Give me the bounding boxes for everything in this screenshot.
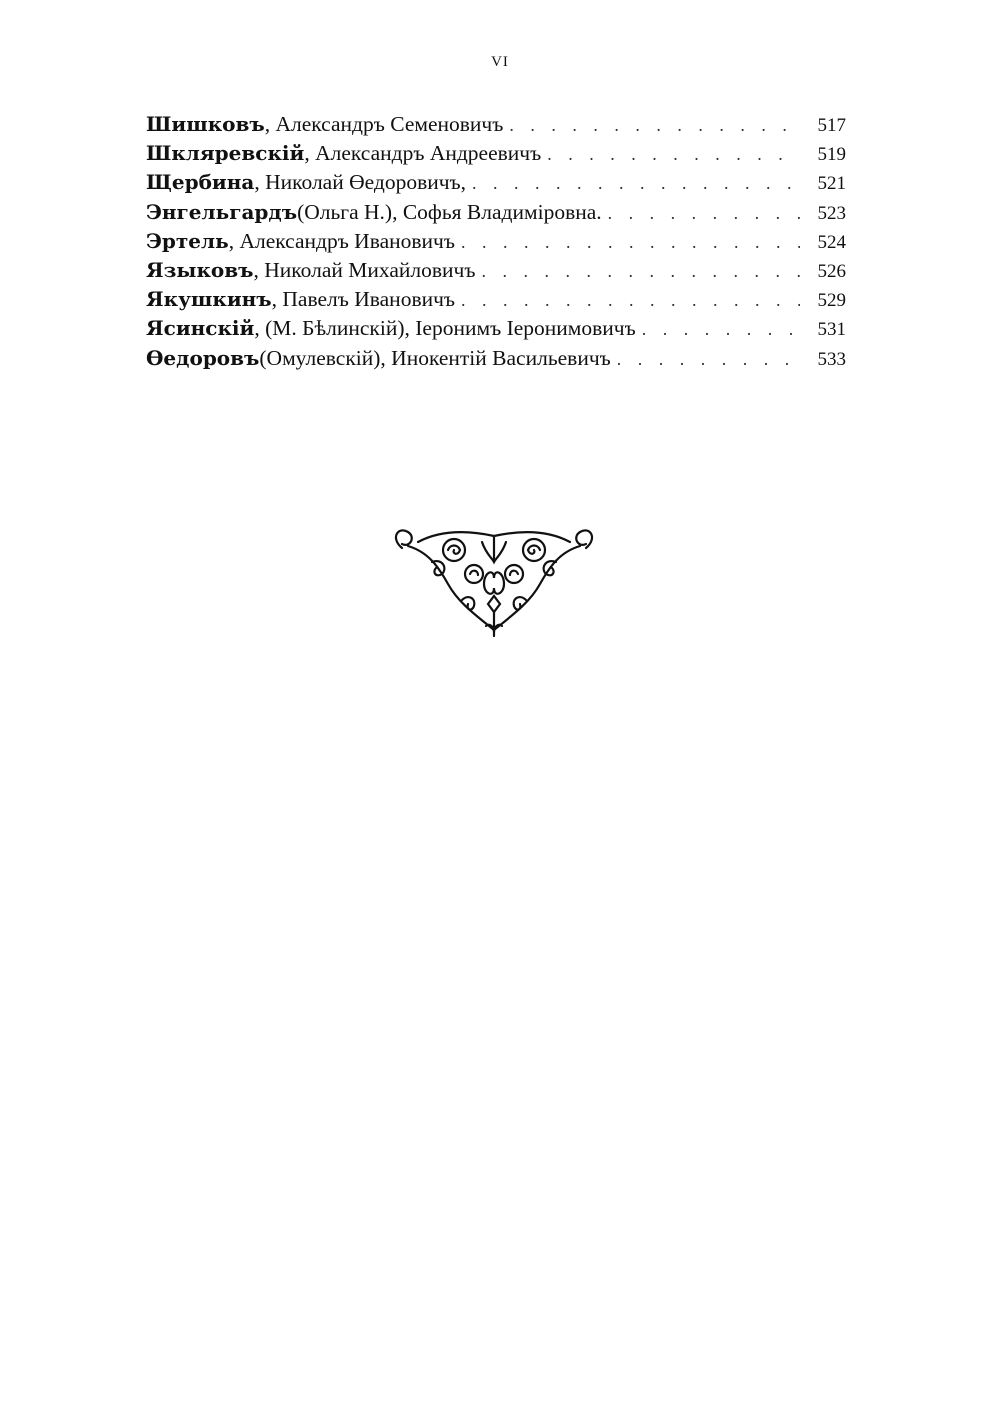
toc-page-number: 529 xyxy=(817,290,846,312)
toc-surname: Өедоровъ xyxy=(146,345,260,370)
dot-leader xyxy=(547,140,800,169)
dot-leader xyxy=(617,345,800,374)
dot-leader xyxy=(642,315,800,344)
dot-leader xyxy=(481,257,800,286)
dot-leader xyxy=(461,228,800,257)
toc-surname: Щербина xyxy=(146,170,255,195)
toc-page-number: 523 xyxy=(817,202,846,224)
toc-entry xyxy=(146,198,846,227)
toc-surname: Шкляревскій xyxy=(146,141,305,166)
dot-leader xyxy=(509,111,800,140)
toc-page-number: 533 xyxy=(817,348,846,370)
table-of-contents xyxy=(146,110,846,373)
toc-entry xyxy=(146,227,846,256)
toc-name: , Александръ Семеновичъ xyxy=(264,112,504,136)
toc-page-number: 531 xyxy=(817,319,846,341)
toc-name: (Омулевскій), Инокентій Васильевичъ xyxy=(259,345,611,370)
toc-name: , Николай Михайловичъ xyxy=(253,257,476,282)
toc-entry xyxy=(146,256,846,285)
toc-surname: Эртель xyxy=(146,228,229,253)
toc-page-number: 524 xyxy=(817,231,846,253)
toc-surname: Шишковъ xyxy=(146,112,265,136)
toc-surname: Энгельгардъ xyxy=(146,199,298,224)
toc-name: , Павелъ Ивановичъ xyxy=(271,287,456,312)
toc-name: , Александръ Андреевичъ xyxy=(304,141,542,166)
toc-surname: Якушкинъ xyxy=(146,287,272,312)
toc-page-number: 521 xyxy=(817,173,846,195)
dot-leader xyxy=(608,199,800,228)
toc-entry xyxy=(146,285,846,314)
toc-entry xyxy=(146,168,846,197)
floral-vignette-icon xyxy=(388,522,600,640)
toc-entry xyxy=(146,314,846,343)
toc-name: , (М. Бѣлинскій), Іеронимъ Іеронимовичъ xyxy=(254,316,636,341)
toc-page-number: 526 xyxy=(817,260,846,282)
toc-entry xyxy=(146,110,846,139)
toc-name: , Александръ Ивановичъ xyxy=(228,228,455,253)
dot-leader xyxy=(461,286,800,315)
toc-entry xyxy=(146,344,846,373)
toc-surname: Языковъ xyxy=(146,257,254,282)
dot-leader xyxy=(472,169,800,198)
page-number: VI xyxy=(491,54,509,70)
toc-entry xyxy=(146,139,846,168)
toc-name: (Ольга Н.), Софья Владиміровна. xyxy=(297,199,602,224)
toc-surname: Ясинскій xyxy=(146,316,255,341)
toc-page-number: 519 xyxy=(817,144,846,166)
toc-page-number: 517 xyxy=(817,115,846,136)
toc-name: , Николай Өедоровичъ, xyxy=(254,170,467,195)
